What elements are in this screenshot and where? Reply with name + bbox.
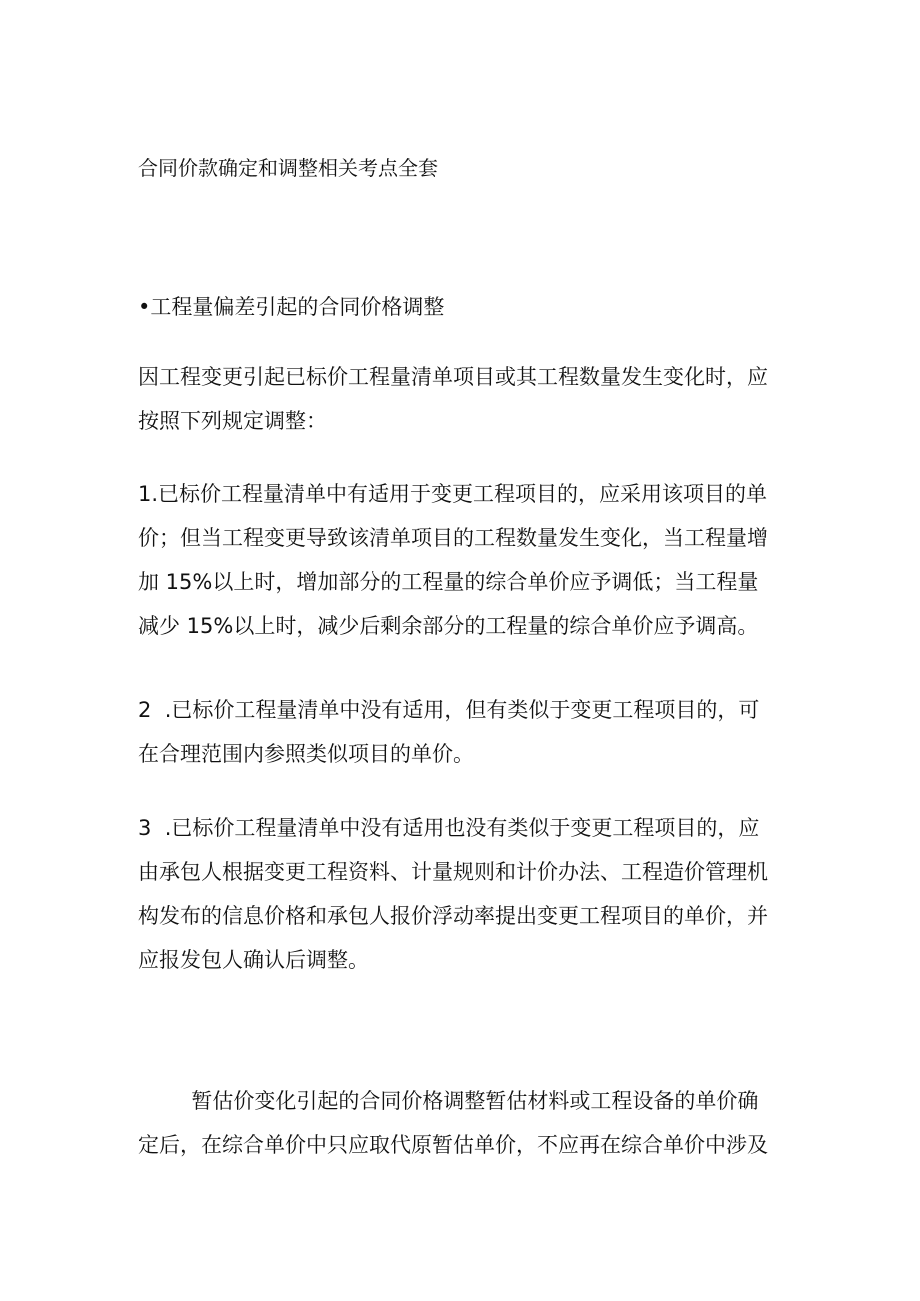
paragraph-rule-2 (138, 688, 786, 776)
text-line: 减少 15%以上时，减少后剩余部分的工程量的综合单价应予调高。 (138, 614, 759, 638)
text-line: 因工程变更引起已标价工程量清单项目或其工程数量发生变化时，应 (138, 365, 768, 389)
section-heading: •工程量偏差引起的合同价格调整 (138, 295, 445, 319)
paragraph-rule-1 (138, 472, 786, 648)
text-line: 加 15%以上时，增加部分的工程量的综合单价应予调低；当工程量 (138, 570, 759, 594)
paragraph-provisional-price (138, 1079, 786, 1167)
text-line: 1.已标价工程量清单中有适用于变更工程项目的，应采用该项目的单 (138, 482, 768, 506)
text-line: 由承包人根据变更工程资料、计量规则和计价办法、工程造价管理机 (138, 860, 768, 884)
text-line: 2 .已标价工程量清单中没有适用，但有类似于变更工程项目的，可 (138, 698, 760, 722)
paragraph-intro (138, 355, 786, 443)
text-line: 在合理范围内参照类似项目的单价。 (138, 742, 474, 766)
text-line: 3 .已标价工程量清单中没有适用也没有类似于变更工程项目的，应 (138, 816, 760, 840)
text-line: 应报发包人确认后调整。 (138, 948, 369, 972)
document-title: 合同价款确定和调整相关考点全套 (138, 156, 438, 180)
text-line: 暂估价变化引起的合同价格调整暂估材料或工程设备的单价确 (138, 1089, 759, 1113)
text-line: 按照下列规定调整： (138, 409, 327, 433)
paragraph-rule-3 (138, 806, 786, 982)
text-line: 定后，在综合单价中只应取代原暂估单价，不应再在综合单价中涉及 (138, 1133, 768, 1157)
text-line: 价；但当工程变更导致该清单项目的工程数量发生变化，当工程量增 (138, 526, 768, 550)
text-line: 构发布的信息价格和承包人报价浮动率提出变更工程项目的单价，并 (138, 904, 768, 928)
